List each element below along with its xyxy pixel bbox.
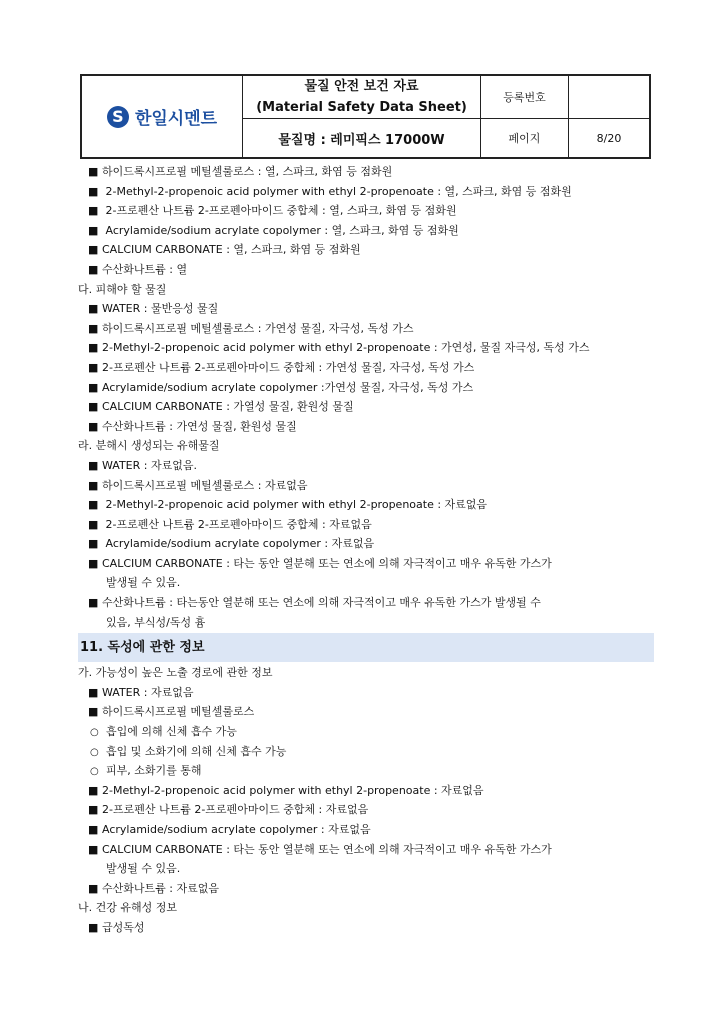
item-text: Acrylamide/sodium acrylate copolymer : 열, 스파크, 화염 등 점화원 <box>102 223 459 237</box>
bullet-item <box>78 683 654 703</box>
bullet-item <box>78 417 654 437</box>
registration-label: 등록번호 <box>481 76 569 119</box>
item-text: 2-프로펜산 나트륨 2-프로펜아마이드 중합체 : 열, 스파크, 화염 등 점화원 <box>102 204 457 218</box>
continuation-text: 발생될 수 있음. <box>106 576 181 590</box>
continuation-text: 있음, 부식성/독성 흄 <box>106 615 206 629</box>
item-text: CALCIUM CARBONATE : 열, 스파크, 화염 등 점화원 <box>102 243 361 257</box>
square-bullet-icon: ■ <box>88 243 99 257</box>
bullet-item <box>78 781 654 801</box>
bullet-item <box>78 495 654 515</box>
item-text: 2-프로펜산 나트륨 2-프로펜아마이드 중합체 : 자료없음 <box>102 803 369 817</box>
item-text: WATER : 자료없음 <box>102 685 194 699</box>
item-text: 피부, 소화기를 통해 <box>106 764 202 778</box>
square-bullet-icon: ■ <box>88 803 99 817</box>
registration-value <box>569 76 649 119</box>
subsection-heading: 다. 피해야 할 물질 <box>78 282 167 296</box>
square-bullet-icon: ■ <box>88 596 99 610</box>
circle-bullet-icon: ○ <box>90 727 99 739</box>
bullet-item <box>78 240 654 260</box>
bullet-item <box>78 593 654 613</box>
bullet-item <box>78 299 654 319</box>
circle-bullet-icon: ○ <box>90 766 99 778</box>
company-logo <box>82 76 243 157</box>
square-bullet-icon: ■ <box>88 302 99 316</box>
item-text: WATER : 물반응성 물질 <box>102 302 219 316</box>
item-text: 흡입 및 소화기에 의해 신체 흡수 가능 <box>106 744 287 758</box>
item-text: 2-Methyl-2-propenoic acid polymer with ethyl 2-propenoate : 자료없음 <box>102 498 488 512</box>
bullet-item <box>78 476 654 496</box>
subsection-heading: 라. 분해시 생성되는 유해물질 <box>78 439 220 453</box>
bullet-item <box>78 800 654 820</box>
item-text: 2-Methyl-2-propenoic acid polymer with ethyl 2-propenoate : 가연성, 물질 자극성, 독성 가스 <box>102 341 590 355</box>
item-text: 하이드록시프로필 메틸셀룰로스 : 자료없음 <box>102 478 308 492</box>
square-bullet-icon: ■ <box>88 920 99 934</box>
section-heading: 11. 독성에 관한 정보 <box>78 633 654 662</box>
square-bullet-icon: ■ <box>88 165 99 178</box>
square-bullet-icon: ■ <box>88 419 99 433</box>
bullet-item <box>78 515 654 535</box>
square-bullet-icon: ■ <box>88 517 99 531</box>
square-bullet-icon: ■ <box>88 262 99 276</box>
material-name: 물질명 : 레미픽스 17000W <box>243 119 481 157</box>
item-text: 하이드록시프로필 메틸셀룰로스 <box>102 705 255 719</box>
square-bullet-icon: ■ <box>88 458 99 472</box>
item-text: CALCIUM CARBONATE : 타는 동안 열분해 또는 연소에 의해 자극적이고 매우 유독한 가스가 <box>102 556 552 570</box>
square-bullet-icon: ■ <box>88 204 99 218</box>
square-bullet-icon: ■ <box>88 685 99 699</box>
square-bullet-icon: ■ <box>88 380 99 394</box>
sub-item <box>78 742 654 762</box>
item-text: 수산화나트륨 : 타는동안 열분해 또는 연소에 의해 자극적이고 매우 유독한 가스가 발생될 수 <box>102 596 541 610</box>
square-bullet-icon: ■ <box>88 823 99 836</box>
bullet-item <box>78 397 654 417</box>
square-bullet-icon: ■ <box>88 556 99 570</box>
item-text: 2-프로펜산 나트륨 2-프로펜아마이드 중합체 : 가연성 물질, 자극성, 독성 가스 <box>102 360 475 374</box>
bullet-item <box>78 260 654 280</box>
item-text: 2-프로펜산 나트륨 2-프로펜아마이드 중합체 : 자료없음 <box>102 517 372 531</box>
logo-s-icon: S <box>107 106 129 128</box>
document-title <box>243 76 481 119</box>
bullet-item <box>78 534 654 554</box>
square-bullet-icon: ■ <box>88 498 99 512</box>
square-bullet-icon: ■ <box>88 223 99 237</box>
bullet-item <box>78 378 654 398</box>
item-text: 2-Methyl-2-propenoic acid polymer with ethyl 2-propenoate : 열, 스파크, 화염 등 점화원 <box>102 184 572 198</box>
document-body <box>78 162 654 938</box>
item-text: WATER : 자료없음. <box>102 458 197 472</box>
title-korean: 물질 안전 보건 자료 <box>304 79 419 94</box>
document-header <box>80 74 651 159</box>
bullet-item <box>78 162 654 182</box>
square-bullet-icon: ■ <box>88 537 99 551</box>
item-text: Acrylamide/sodium acrylate copolymer : 자료없음 <box>102 823 371 836</box>
square-bullet-icon: ■ <box>88 400 99 414</box>
bullet-item <box>78 554 654 574</box>
item-text: Acrylamide/sodium acrylate copolymer :가연성 물질, 자극성, 독성 가스 <box>102 380 474 394</box>
square-bullet-icon: ■ <box>88 184 99 198</box>
item-text: 수산화나트륨 : 열 <box>102 262 188 276</box>
sub-item <box>78 761 654 781</box>
item-text: CALCIUM CARBONATE : 가열성 물질, 환원성 물질 <box>102 400 354 414</box>
continuation-text: 발생될 수 있음. <box>106 862 181 876</box>
bullet-item <box>78 319 654 339</box>
subsection-heading: 가. 가능성이 높은 노출 경로에 관한 정보 <box>78 666 273 680</box>
bullet-item <box>78 221 654 241</box>
title-english: (Material Safety Data Sheet) <box>256 100 467 115</box>
square-bullet-icon: ■ <box>88 842 99 856</box>
item-text: 흡입에 의해 신체 흡수 가능 <box>106 725 237 739</box>
item-text: 하이드록시프로필 메틸셀룰로스 : 열, 스파크, 화염 등 점화원 <box>102 165 393 178</box>
bullet-item <box>78 358 654 378</box>
item-text: 수산화나트륨 : 가연성 물질, 환원성 물질 <box>102 419 297 433</box>
page-label: 페이지 <box>481 119 569 157</box>
square-bullet-icon: ■ <box>88 705 99 719</box>
item-text: 수산화나트륨 : 자료없음 <box>102 881 219 895</box>
item-text: 2-Methyl-2-propenoic acid polymer with ethyl 2-propenoate : 자료없음 <box>102 783 484 797</box>
subsection-heading: 나. 건강 유해성 정보 <box>78 901 177 915</box>
bullet-item <box>78 820 654 840</box>
bullet-item <box>78 201 654 221</box>
square-bullet-icon: ■ <box>88 360 99 374</box>
bullet-item <box>78 840 654 860</box>
item-text: Acrylamide/sodium acrylate copolymer : 자료없음 <box>102 537 375 551</box>
bullet-item <box>78 182 654 202</box>
square-bullet-icon: ■ <box>88 783 99 797</box>
bullet-item <box>78 456 654 476</box>
bullet-item <box>78 702 654 722</box>
item-text: 하이드록시프로필 메틸셀룰로스 : 가연성 물질, 자극성, 독성 가스 <box>102 321 414 335</box>
square-bullet-icon: ■ <box>88 478 99 492</box>
square-bullet-icon: ■ <box>88 321 99 335</box>
bullet-item <box>78 879 654 899</box>
square-bullet-icon: ■ <box>88 881 99 895</box>
page-number: 8/20 <box>596 131 622 145</box>
sub-item <box>78 722 654 742</box>
circle-bullet-icon: ○ <box>90 746 99 758</box>
bullet-item <box>78 338 654 358</box>
item-text: 급성독성 <box>102 920 145 934</box>
square-bullet-icon: ■ <box>88 341 99 355</box>
bullet-item <box>78 918 654 938</box>
item-text: CALCIUM CARBONATE : 타는 동안 열분해 또는 연소에 의해 자극적이고 매우 유독한 가스가 <box>102 842 552 856</box>
logo-text: 한일시멘트 <box>134 109 218 129</box>
